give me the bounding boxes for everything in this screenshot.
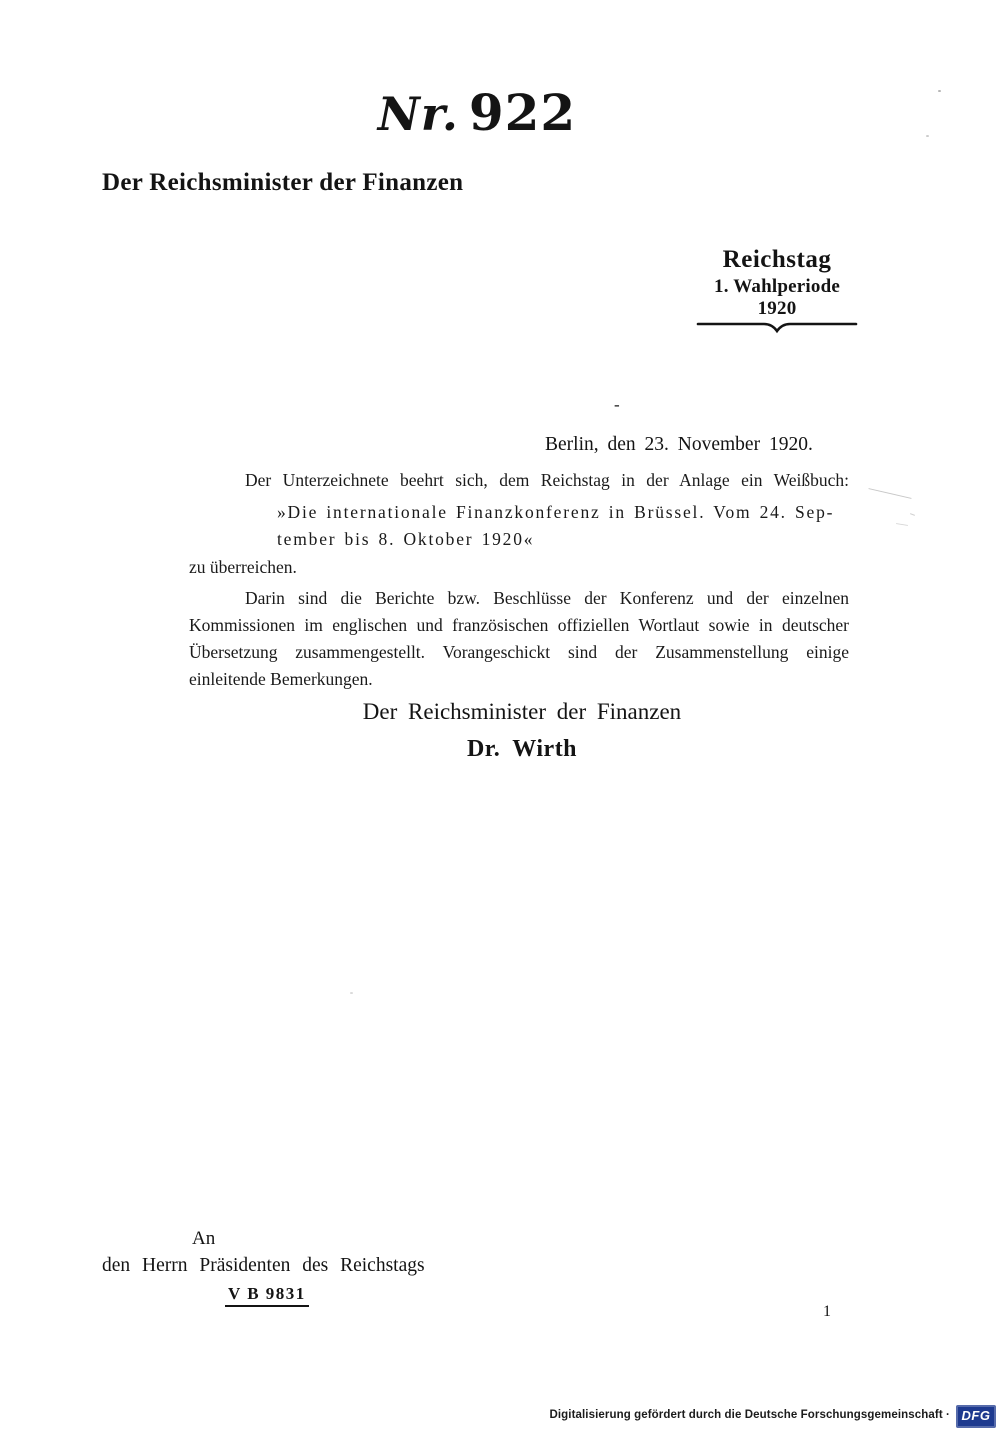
scan-artifact-speck [938,90,941,92]
dfg-logo-label: DFG [961,1407,991,1423]
reichstag-subtitle: 1. Wahlperiode 1920 [714,276,840,320]
digitisation-credit-text: Digitalisierung gefördert durch die Deutsche Forschungsgemeinschaft · [549,1409,950,1422]
para2-line1: Darin sind die Berichte bzw. Beschlüsse der Konferenz und der einzelnen [245,588,849,608]
signature-name: Dr. Wirth [466,736,578,762]
date-line: Berlin, den 23. November 1920. [545,434,813,455]
page-number: 1 [823,1303,831,1320]
reichstag-title: Reichstag [722,246,832,273]
sender-heading: Der Reichsminister der Finanzen [102,169,464,196]
para2-line4: einleitende Bemerkungen. [189,669,373,689]
document-number-value: 922 [468,83,577,142]
decorative-underline [696,321,858,335]
scan-artifact-stroke [868,488,911,499]
dfg-logo [956,1405,996,1428]
stray-dash-mark: - [614,395,620,414]
para2-line2: Kommissionen im englischen und französischen offiziellen Wortlaut sowie in deutscher [189,615,849,635]
para2-line3: Übersetzung zusammengestellt. Vorangeschickt sind der Zusammenstellung einige [189,642,849,662]
quote-line1: »Die internationale Finanzkonferenz in Brüssel. Vom 24. Sep- [277,502,835,522]
reference-number: V B 9831 [225,1284,309,1307]
quote-line2: tember bis 8. Oktober 1920« [277,529,535,549]
scan-artifact-speck [926,135,929,137]
para1-line1: Der Unterzeichnete beehrt sich, dem Reichstag in der Anlage ein Weißbuch: [245,470,849,490]
document-number [0,83,954,142]
digitisation-credit-bar [549,1403,996,1429]
document-number-prefix: Nr. [377,87,459,141]
address-line1: An [192,1228,216,1249]
scan-artifact-stroke [910,513,915,516]
scan-artifact-speck [350,992,353,994]
address-line2: den Herrn Präsidenten des Reichstags [102,1255,425,1276]
para1-close: zu überreichen. [189,557,297,577]
reichstag-header-block [694,247,860,335]
scan-artifact-stroke [896,523,908,526]
signature-title: Der Reichsminister der Finanzen [362,699,682,724]
